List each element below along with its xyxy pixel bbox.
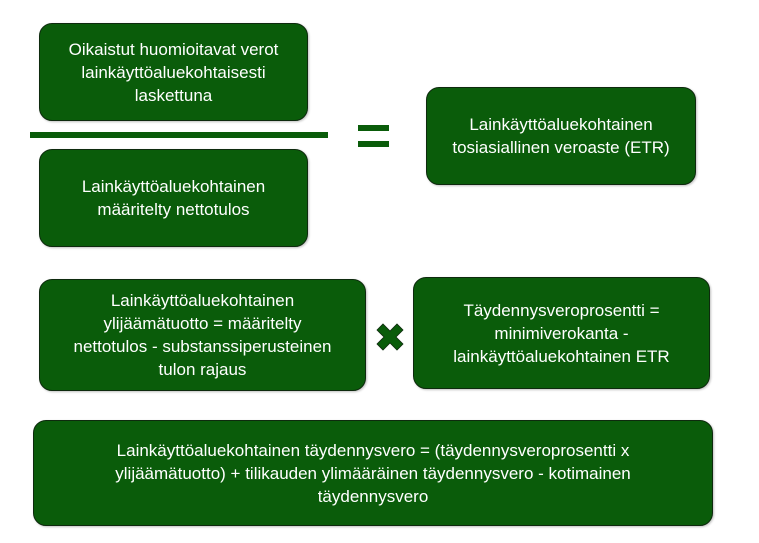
etr-result-box: Lainkäyttöaluekohtainen tosiasiallinen veroaste (ETR) — [426, 87, 696, 185]
fraction-line — [30, 132, 328, 138]
excess-profit-box: Lainkäyttöaluekohtainen ylijäämätuotto = määritelty nettotulos - substanssiperusteinen tulon rajaus — [39, 279, 366, 391]
numerator-box: Oikaistut huomioitavat verot lainkäyttöaluekohtaisesti laskettuna — [39, 23, 308, 121]
equals-bar-bottom — [358, 141, 389, 147]
denominator-box: Lainkäyttöaluekohtainen määritelty nettotulos — [39, 149, 308, 247]
multiply-icon — [373, 320, 407, 354]
equals-bar-top — [358, 125, 389, 131]
topup-rate-box: Täydennysveroprosentti = minimiverokanta - lainkäyttöaluekohtainen ETR — [413, 277, 710, 389]
topup-tax-box: Lainkäyttöaluekohtainen täydennysvero = (täydennysveroprosentti x ylijäämätuotto) + tilikauden ylimääräinen täydennysvero - kotimainen täydennysvero — [33, 420, 713, 526]
